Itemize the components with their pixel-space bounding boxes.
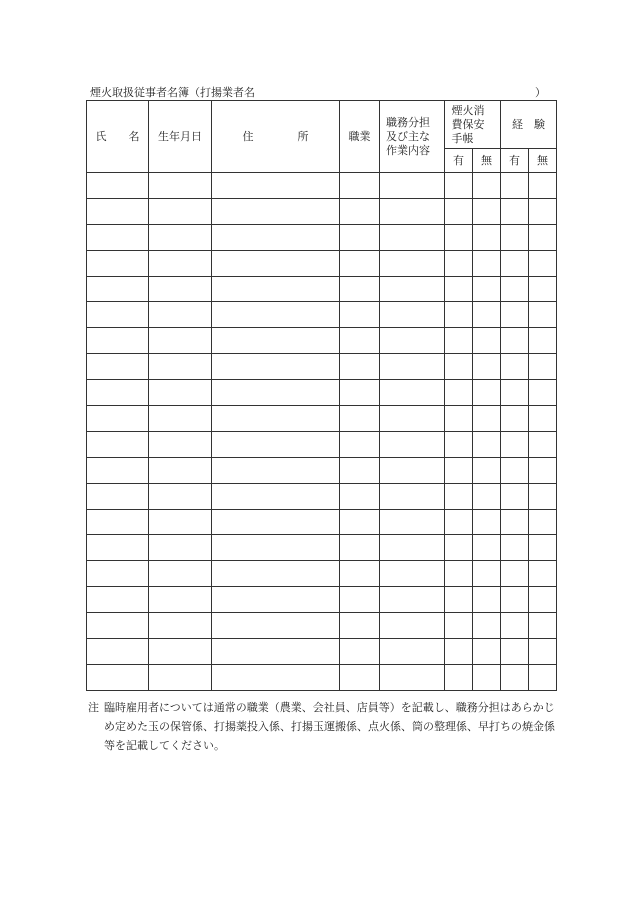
cell-handbook-no[interactable] (473, 276, 501, 302)
cell-occupation[interactable] (340, 276, 380, 302)
cell-address[interactable] (212, 276, 340, 302)
footnote-mark: 注 (88, 701, 99, 714)
cell-experience-no[interactable] (529, 328, 557, 354)
cell-experience-no[interactable] (529, 509, 557, 535)
cell-duty[interactable] (380, 276, 445, 302)
cell-handbook-no[interactable] (473, 431, 501, 457)
cell-birthdate[interactable] (149, 639, 212, 665)
cell-duty[interactable] (380, 431, 445, 457)
cell-duty[interactable] (380, 173, 445, 199)
cell-experience-no[interactable] (529, 483, 557, 509)
header-birthdate: 生年月日 (149, 101, 212, 173)
cell-experience-yes[interactable] (501, 509, 529, 535)
table-row (87, 613, 557, 639)
cell-address[interactable] (212, 250, 340, 276)
cell-experience-yes[interactable] (501, 250, 529, 276)
experience-yes: 有 (501, 149, 529, 173)
cell-handbook-no[interactable] (473, 509, 501, 535)
cell-experience-no[interactable] (529, 535, 557, 561)
cell-duty[interactable] (380, 250, 445, 276)
cell-birthdate[interactable] (149, 173, 212, 199)
header-address: 住 所 (212, 101, 340, 173)
cell-birthdate[interactable] (149, 535, 212, 561)
cell-address[interactable] (212, 509, 340, 535)
cell-experience-yes[interactable] (501, 535, 529, 561)
cell-occupation[interactable] (340, 380, 380, 406)
cell-experience-no[interactable] (529, 198, 557, 224)
table-row (87, 354, 557, 380)
cell-birthdate[interactable] (149, 198, 212, 224)
header-name: 氏 名 (87, 101, 149, 173)
cell-name[interactable] (87, 250, 149, 276)
table-row (87, 328, 557, 354)
table-row (87, 509, 557, 535)
cell-birthdate[interactable] (149, 483, 212, 509)
cell-occupation[interactable] (340, 328, 380, 354)
cell-name[interactable] (87, 664, 149, 690)
cell-occupation[interactable] (340, 198, 380, 224)
cell-address[interactable] (212, 302, 340, 328)
cell-handbook-yes[interactable] (445, 509, 473, 535)
cell-occupation[interactable] (340, 561, 380, 587)
cell-handbook-yes[interactable] (445, 224, 473, 250)
cell-handbook-yes[interactable] (445, 639, 473, 665)
cell-birthdate[interactable] (149, 302, 212, 328)
cell-experience-no[interactable] (529, 406, 557, 432)
cell-experience-yes[interactable] (501, 406, 529, 432)
cell-duty[interactable] (380, 302, 445, 328)
table-row (87, 664, 557, 690)
cell-experience-yes[interactable] (501, 276, 529, 302)
cell-experience-no[interactable] (529, 302, 557, 328)
table-row (87, 302, 557, 328)
cell-duty[interactable] (380, 406, 445, 432)
cell-duty[interactable] (380, 509, 445, 535)
cell-address[interactable] (212, 587, 340, 613)
cell-occupation[interactable] (340, 613, 380, 639)
cell-handbook-yes[interactable] (445, 380, 473, 406)
cell-experience-yes[interactable] (501, 483, 529, 509)
table-row (87, 276, 557, 302)
header-occupation: 職業 (340, 101, 380, 173)
cell-handbook-yes[interactable] (445, 535, 473, 561)
cell-occupation[interactable] (340, 354, 380, 380)
header-duty (380, 101, 445, 173)
cell-handbook-no[interactable] (473, 198, 501, 224)
cell-experience-no[interactable] (529, 224, 557, 250)
cell-handbook-no[interactable] (473, 250, 501, 276)
cell-address[interactable] (212, 406, 340, 432)
cell-experience-no[interactable] (529, 173, 557, 199)
cell-occupation[interactable] (340, 406, 380, 432)
cell-name[interactable] (87, 328, 149, 354)
cell-handbook-no[interactable] (473, 173, 501, 199)
cell-name[interactable] (87, 198, 149, 224)
cell-birthdate[interactable] (149, 380, 212, 406)
table-row (87, 483, 557, 509)
table-row (87, 250, 557, 276)
cell-handbook-no[interactable] (473, 354, 501, 380)
cell-handbook-no[interactable] (473, 328, 501, 354)
cell-handbook-yes[interactable] (445, 406, 473, 432)
cell-birthdate[interactable] (149, 224, 212, 250)
header-handbook (445, 101, 501, 149)
cell-duty[interactable] (380, 457, 445, 483)
cell-experience-no[interactable] (529, 561, 557, 587)
table-row (87, 457, 557, 483)
cell-handbook-yes[interactable] (445, 561, 473, 587)
cell-duty[interactable] (380, 198, 445, 224)
cell-experience-no[interactable] (529, 664, 557, 690)
cell-name[interactable] (87, 613, 149, 639)
cell-name[interactable] (87, 380, 149, 406)
experience-no: 無 (529, 149, 557, 173)
handbook-no: 無 (473, 149, 501, 173)
cell-name[interactable] (87, 406, 149, 432)
cell-experience-yes[interactable] (501, 224, 529, 250)
roster-body (87, 173, 557, 691)
table-row (87, 561, 557, 587)
cell-handbook-no[interactable] (473, 535, 501, 561)
cell-handbook-yes[interactable] (445, 173, 473, 199)
cell-experience-no[interactable] (529, 250, 557, 276)
document-title-line (90, 85, 556, 101)
cell-experience-yes[interactable] (501, 664, 529, 690)
cell-duty[interactable] (380, 664, 445, 690)
table-row (87, 406, 557, 432)
cell-birthdate[interactable] (149, 276, 212, 302)
cell-handbook-yes[interactable] (445, 457, 473, 483)
title-close-paren: ） (535, 86, 546, 99)
cell-handbook-no[interactable] (473, 406, 501, 432)
cell-experience-yes[interactable] (501, 613, 529, 639)
cell-birthdate[interactable] (149, 328, 212, 354)
cell-birthdate[interactable] (149, 431, 212, 457)
cell-duty[interactable] (380, 224, 445, 250)
cell-birthdate[interactable] (149, 509, 212, 535)
table-row (87, 380, 557, 406)
cell-duty[interactable] (380, 483, 445, 509)
cell-experience-yes[interactable] (501, 328, 529, 354)
cell-occupation[interactable] (340, 224, 380, 250)
cell-handbook-no[interactable] (473, 561, 501, 587)
header-duty-text: 職務分担及び主な作業内容 (386, 115, 430, 157)
cell-address[interactable] (212, 328, 340, 354)
cell-handbook-yes[interactable] (445, 483, 473, 509)
cell-handbook-no[interactable] (473, 664, 501, 690)
cell-occupation[interactable] (340, 483, 380, 509)
cell-handbook-yes[interactable] (445, 250, 473, 276)
cell-address[interactable] (212, 224, 340, 250)
cell-occupation[interactable] (340, 509, 380, 535)
cell-name[interactable] (87, 639, 149, 665)
cell-handbook-no[interactable] (473, 302, 501, 328)
cell-handbook-yes[interactable] (445, 328, 473, 354)
cell-experience-yes[interactable] (501, 302, 529, 328)
cell-handbook-yes[interactable] (445, 276, 473, 302)
cell-occupation[interactable] (340, 639, 380, 665)
cell-birthdate[interactable] (149, 587, 212, 613)
cell-address[interactable] (212, 431, 340, 457)
cell-address[interactable] (212, 198, 340, 224)
roster-table (86, 100, 557, 691)
cell-experience-no[interactable] (529, 380, 557, 406)
cell-birthdate[interactable] (149, 457, 212, 483)
cell-handbook-no[interactable] (473, 224, 501, 250)
cell-name[interactable] (87, 431, 149, 457)
cell-name[interactable] (87, 535, 149, 561)
cell-handbook-no[interactable] (473, 483, 501, 509)
cell-experience-yes[interactable] (501, 457, 529, 483)
cell-duty[interactable] (380, 328, 445, 354)
cell-handbook-no[interactable] (473, 613, 501, 639)
cell-experience-yes[interactable] (501, 431, 529, 457)
cell-handbook-no[interactable] (473, 587, 501, 613)
cell-duty[interactable] (380, 613, 445, 639)
cell-name[interactable] (87, 276, 149, 302)
cell-name[interactable] (87, 173, 149, 199)
cell-name[interactable] (87, 483, 149, 509)
cell-name[interactable] (87, 354, 149, 380)
cell-duty[interactable] (380, 380, 445, 406)
header-handbook-text: 煙火消費保安手帳 (451, 103, 485, 145)
cell-occupation[interactable] (340, 535, 380, 561)
cell-handbook-yes[interactable] (445, 431, 473, 457)
cell-duty[interactable] (380, 561, 445, 587)
cell-birthdate[interactable] (149, 250, 212, 276)
cell-address[interactable] (212, 639, 340, 665)
table-row (87, 173, 557, 199)
cell-handbook-yes[interactable] (445, 587, 473, 613)
cell-birthdate[interactable] (149, 354, 212, 380)
footnote (86, 698, 556, 755)
handbook-yes: 有 (445, 149, 473, 173)
cell-address[interactable] (212, 535, 340, 561)
cell-name[interactable] (87, 302, 149, 328)
cell-occupation[interactable] (340, 431, 380, 457)
cell-handbook-yes[interactable] (445, 302, 473, 328)
cell-name[interactable] (87, 509, 149, 535)
cell-occupation[interactable] (340, 250, 380, 276)
cell-occupation[interactable] (340, 587, 380, 613)
cell-address[interactable] (212, 613, 340, 639)
cell-experience-yes[interactable] (501, 354, 529, 380)
cell-birthdate[interactable] (149, 664, 212, 690)
cell-address[interactable] (212, 380, 340, 406)
cell-occupation[interactable] (340, 173, 380, 199)
cell-handbook-yes[interactable] (445, 613, 473, 639)
table-row (87, 224, 557, 250)
cell-experience-yes[interactable] (501, 561, 529, 587)
table-row (87, 639, 557, 665)
cell-occupation[interactable] (340, 664, 380, 690)
header-experience: 経 験 (501, 101, 557, 149)
table-row (87, 431, 557, 457)
table-row (87, 198, 557, 224)
cell-handbook-no[interactable] (473, 639, 501, 665)
cell-experience-no[interactable] (529, 613, 557, 639)
cell-handbook-yes[interactable] (445, 198, 473, 224)
cell-birthdate[interactable] (149, 561, 212, 587)
cell-duty[interactable] (380, 639, 445, 665)
cell-experience-yes[interactable] (501, 587, 529, 613)
footnote-text: 臨時雇用者については通常の職業（農業、会社員、店員等）を記載し、職務分担はあらかじめ定めた玉の保管係、打揚薬投入係、打揚玉運搬係、点火係、筒の整理係、早打ちの焼金係等を記載してください。 (104, 701, 555, 752)
cell-name[interactable] (87, 224, 149, 250)
cell-address[interactable] (212, 561, 340, 587)
cell-experience-no[interactable] (529, 431, 557, 457)
cell-address[interactable] (212, 173, 340, 199)
cell-handbook-no[interactable] (473, 380, 501, 406)
cell-occupation[interactable] (340, 457, 380, 483)
cell-name[interactable] (87, 587, 149, 613)
cell-handbook-yes[interactable] (445, 354, 473, 380)
cell-duty[interactable] (380, 354, 445, 380)
cell-experience-no[interactable] (529, 639, 557, 665)
cell-experience-no[interactable] (529, 276, 557, 302)
cell-experience-no[interactable] (529, 587, 557, 613)
cell-address[interactable] (212, 457, 340, 483)
cell-occupation[interactable] (340, 302, 380, 328)
cell-name[interactable] (87, 457, 149, 483)
table-row (87, 535, 557, 561)
cell-experience-no[interactable] (529, 354, 557, 380)
table-row (87, 587, 557, 613)
cell-handbook-yes[interactable] (445, 664, 473, 690)
cell-experience-no[interactable] (529, 457, 557, 483)
document-title: 煙火取扱従事者名簿（打揚業者名 (90, 86, 255, 99)
cell-experience-yes[interactable] (501, 639, 529, 665)
cell-address[interactable] (212, 354, 340, 380)
cell-experience-yes[interactable] (501, 173, 529, 199)
cell-birthdate[interactable] (149, 613, 212, 639)
cell-birthdate[interactable] (149, 406, 212, 432)
cell-name[interactable] (87, 561, 149, 587)
cell-duty[interactable] (380, 587, 445, 613)
cell-experience-yes[interactable] (501, 380, 529, 406)
cell-address[interactable] (212, 483, 340, 509)
cell-duty[interactable] (380, 535, 445, 561)
cell-address[interactable] (212, 664, 340, 690)
cell-experience-yes[interactable] (501, 198, 529, 224)
cell-handbook-no[interactable] (473, 457, 501, 483)
